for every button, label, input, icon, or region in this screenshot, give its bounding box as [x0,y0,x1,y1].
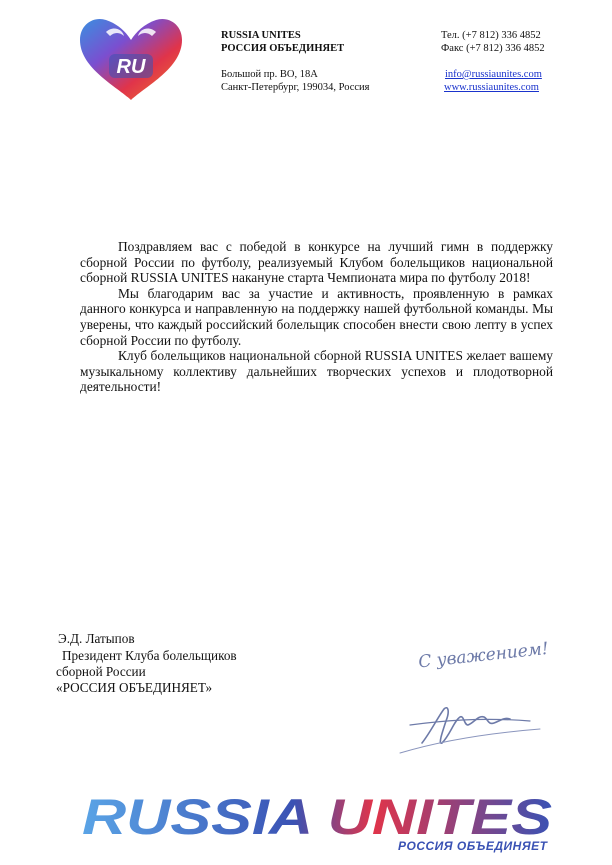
letter-paragraph: Клуб болельщиков национальной сборной RUSSIA UNITES желает вашему музыкальному коллективу дальнейших творческих успехов и плодотворной деятельности! [80,348,553,395]
footer-subtitle: РОССИЯ ОБЪЕДИНЯЕТ [398,839,548,853]
fax-number: Факс (+7 812) 336 4852 [441,43,545,54]
website-link[interactable]: www.russiaunites.com [444,82,539,93]
org-name-en: RUSSIA UNITES [221,30,301,41]
letter-paragraph: Мы благодарим вас за участие и активность, проявленную в рамках данного конкурса и направленную на поддержку нашей футбольной команды. Мы уверены, что каждый российский болельщик способен внести свою лепту в успех сборной России по футболу. [80,285,553,348]
address-line-1: Большой пр. ВО, 18А [221,69,318,80]
address-line-2: Санкт-Петербург, 199034, Россия [221,82,370,93]
phone-number: Тел. (+7 812) 336 4852 [441,30,541,41]
email-link[interactable]: info@russiaunites.com [445,69,542,80]
signatory-title-line-1: Президент Клуба болельщиков [62,648,237,663]
handwritten-note: С уважением! [417,638,550,673]
heart-logo-icon [76,14,186,104]
logo-ru-text: RU [116,56,146,78]
letter-paragraph: Поздравляем вас с победой в конкурсе на лучший гимн в поддержку сборной России по футболу, реализуемый Клубом болельщиков национальной сборной RUSSIA UNITES накануне старта Чемпионата мира по футболу 2018! [80,239,553,286]
signatory-title-line-3: «РОССИЯ ОБЪЕДИНЯЕТ» [56,680,213,695]
signatory-title-line-2: сборной России [56,664,146,679]
signatory-name: Э.Д. Латыпов [58,631,135,646]
footer-brand-text: RUSSIA UNITES [82,789,552,845]
letter-body [80,239,553,395]
org-name-ru: РОССИЯ ОБЪЕДИНЯЕТ [221,43,345,54]
handwritten-signature [380,625,590,765]
